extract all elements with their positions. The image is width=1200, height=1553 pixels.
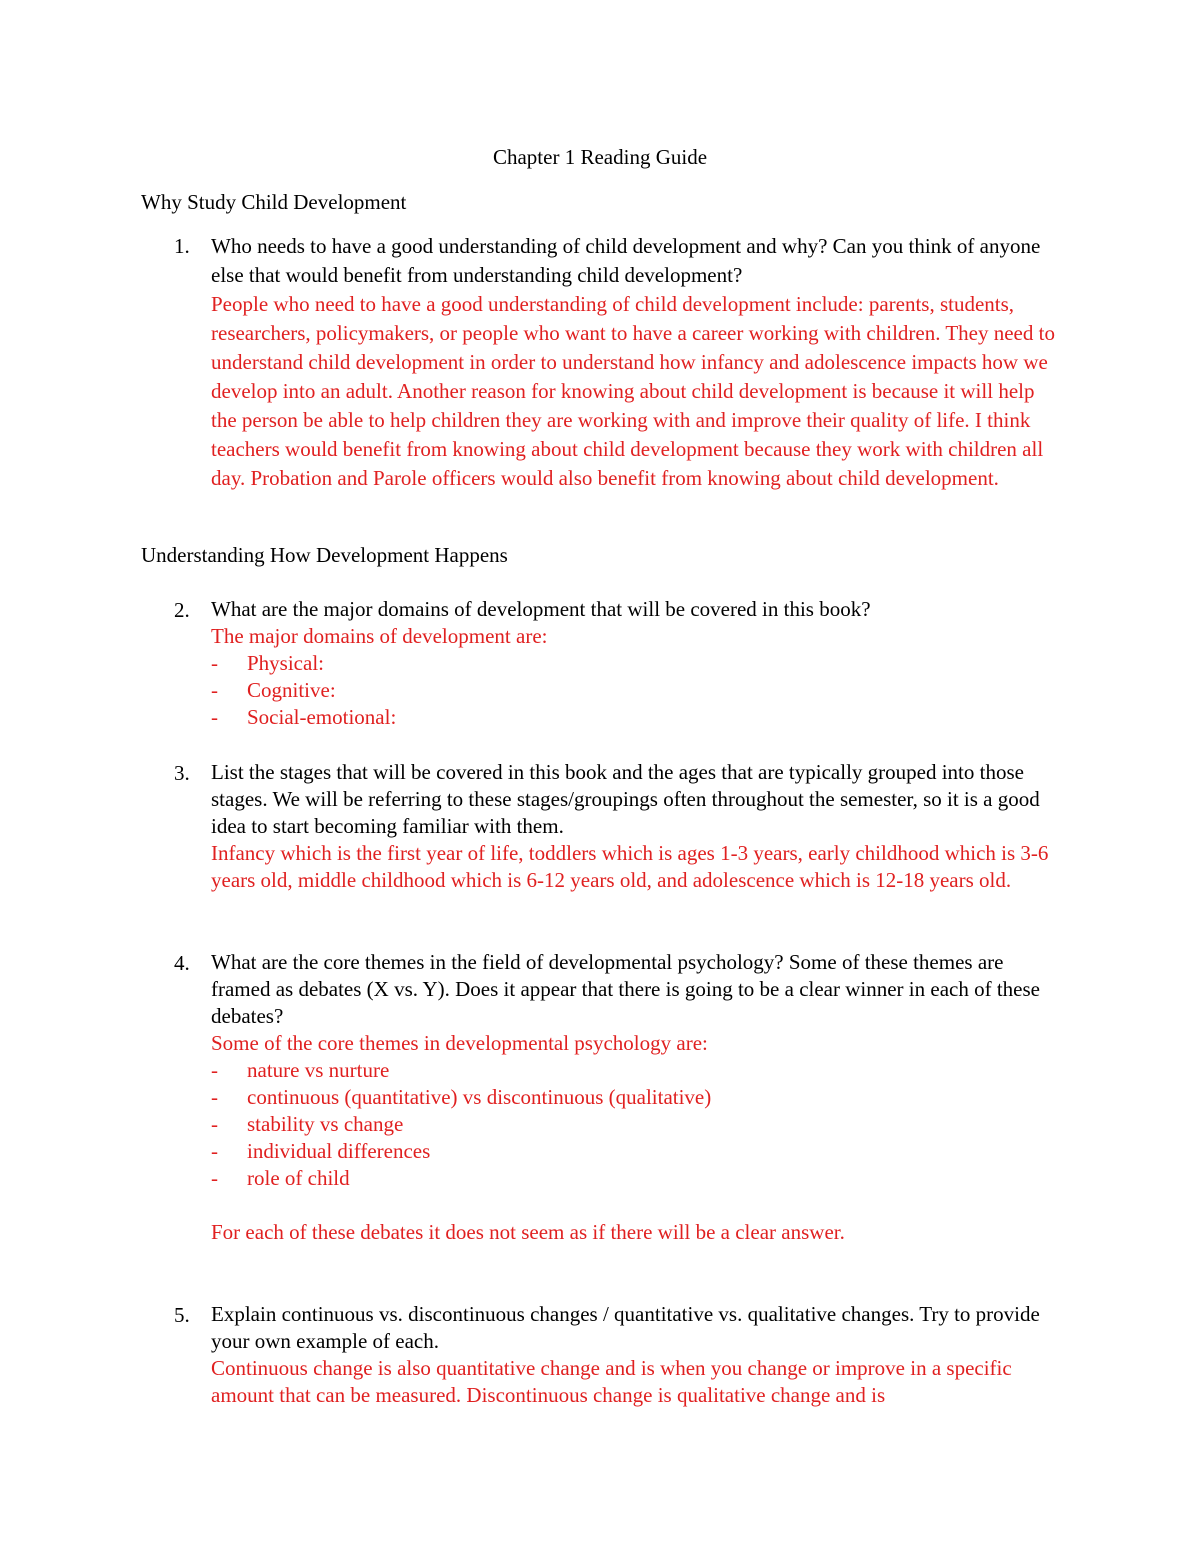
question-text: What are the major domains of development that will be covered in this book? (211, 597, 871, 621)
section-heading-why-study: Why Study Child Development (141, 190, 407, 214)
section-heading-understanding: Understanding How Development Happens (141, 543, 508, 567)
question-2 (141, 596, 1061, 731)
list-item: - Social-emotional: (211, 705, 397, 729)
list-item: - continuous (quantitative) vs discontinuous (qualitative) (211, 1085, 712, 1109)
question-number: 4. (174, 951, 190, 975)
answer-note: For each of these debates it does not seem as if there will be a clear answer. (211, 1220, 845, 1244)
document-title: Chapter 1 Reading Guide (492, 145, 708, 169)
list-item: - stability vs change (211, 1112, 404, 1136)
list-item: - Cognitive: (211, 678, 336, 702)
list-item: - individual differences (211, 1139, 431, 1163)
answer-text: Continuous change is also quantitative change and is when you change or improve in a specific amount that can be measured. Discontinuous change is qualitative change and is (211, 1356, 1012, 1407)
question-text: Who needs to have a good understanding of child development and why? Can you think of anyone else that would benefit from understanding child development? (211, 234, 1041, 287)
answer-text: Some of the core themes in developmental psychology are: (211, 1031, 708, 1055)
question-text: What are the core themes in the field of developmental psychology? Some of these themes are framed as debates (X vs. Y). Does it appear that there is going to be a clear winner in each of these debates? (211, 950, 1040, 1028)
question-number: 2. (174, 598, 190, 622)
question-4 (141, 949, 1061, 1246)
list-item: - Physical: (211, 651, 324, 675)
question-text: Explain continuous vs. discontinuous changes / quantitative vs. qualitative changes. Try to provide your own example of each. (211, 1302, 1040, 1353)
list-item: - role of child (211, 1166, 350, 1190)
question-number: 5. (174, 1303, 190, 1327)
answer-text: Infancy which is the first year of life, toddlers which is ages 1-3 years, early childhood which is 3-6 years old, middle childhood which is 6-12 years old, and adolescence which is 12-18 years old. (211, 841, 1049, 892)
question-3 (141, 759, 1061, 894)
question-1 (141, 232, 1061, 493)
list-item: - nature vs nurture (211, 1058, 390, 1082)
question-5 (141, 1301, 1061, 1409)
question-text: List the stages that will be covered in this book and the ages that are typically grouped into those stages. We will be referring to these stages/groupings often throughout the semester, so it is a good idea to start becoming familiar with them. (211, 760, 1040, 838)
answer-text: The major domains of development are: (211, 624, 548, 648)
question-number: 3. (174, 761, 190, 785)
question-number: 1. (174, 234, 190, 258)
answer-text: People who need to have a good understanding of child development include: parents, students, researchers, policymakers, or people who want to have a career working with children. They need to understand child development in order to understand how infancy and adolescence impacts how we develop into an adult. Another reason for knowing about child development is because it will help the person be able to help children they are working with and improve their quality of life. I think teachers would benefit from knowing about child development because they work with children all day. Probation and Parole officers would also benefit from knowing about child development. (211, 292, 1055, 490)
